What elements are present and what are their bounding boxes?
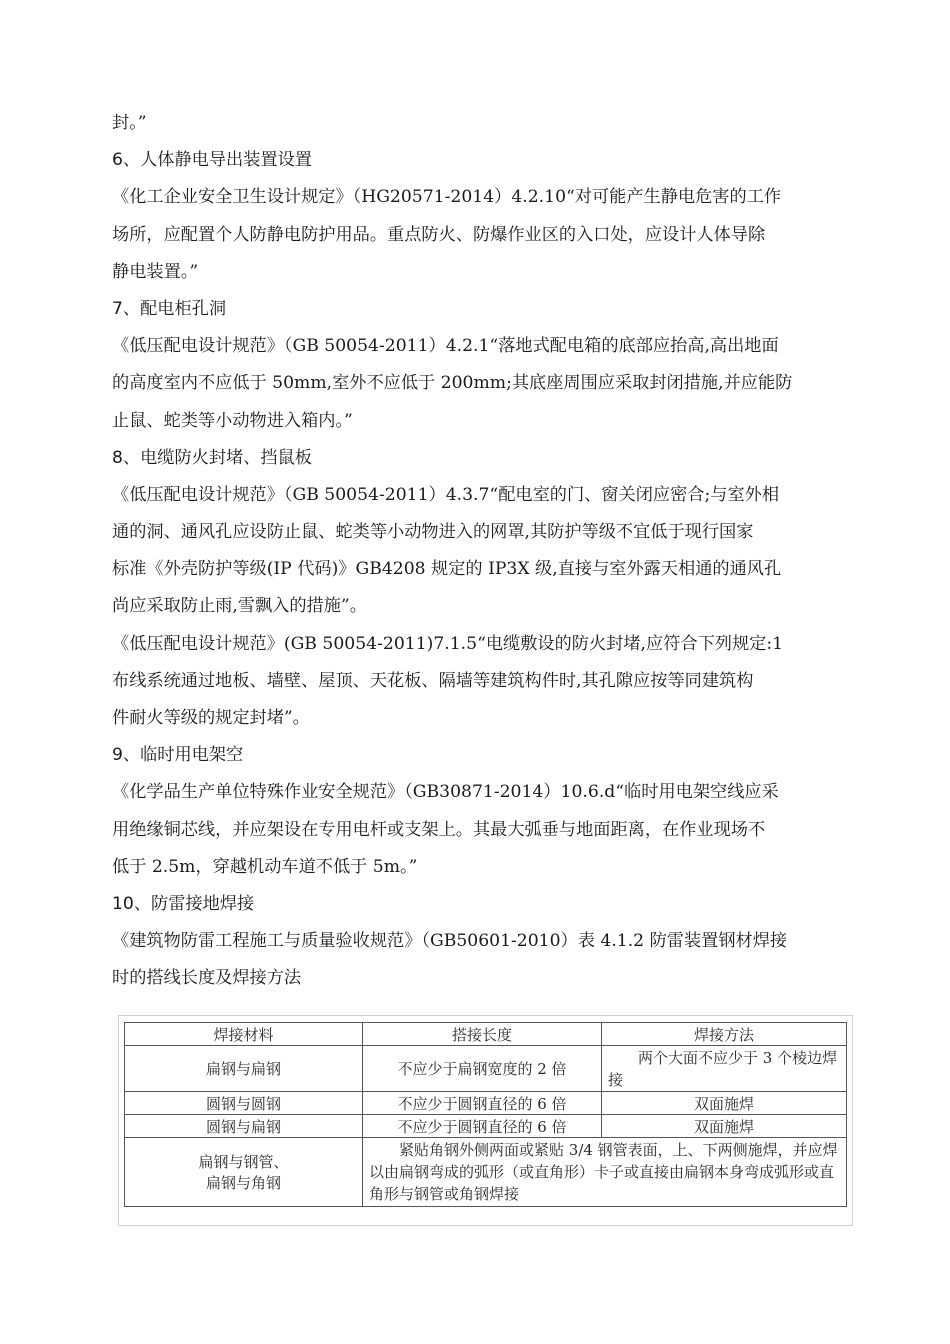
text-line: 《低压配电设计规范》（GB 50054-2011）4.3.7“配电室的门、窗关闭应密合;与室外相 (112, 484, 780, 505)
section-heading-7: 7、配电柜孔洞 (112, 298, 227, 319)
section-heading-9: 9、临时用电架空 (112, 745, 244, 766)
text-line: 止鼠、蛇类等小动物进入箱内。” (112, 410, 353, 431)
table-header-row (125, 1023, 847, 1046)
table-row (125, 1115, 847, 1138)
text-line: 《化工企业安全卫生设计规定》（HG20571-2014）4.2.10“对可能产生静电危害的工作 (112, 187, 782, 208)
cell-material: 圆钢与扁钢 (125, 1115, 363, 1138)
text-line: 低于 2.5m，穿越机动车道不低于 5m。” (112, 856, 418, 877)
cell-method: 两个大面不应少于 3 个棱边焊接 (602, 1046, 847, 1092)
welding-table-image (118, 1015, 853, 1226)
text-line: 《建筑物防雷工程施工与质量验收规范》（GB50601-2010）表 4.1.2 防雷装置钢材焊接 (112, 931, 788, 952)
text-line: 布线系统通过地板、墙壁、屋顶、天花板、隔墙等建筑构件时,其孔隙应按等同建筑构 (112, 670, 754, 691)
cell-material (125, 1138, 363, 1207)
text-line: 时的搭线长度及焊接方法 (112, 968, 302, 989)
text-line: 的高度室内不应低于 50mm,室外不应低于 200mm;其底座周围应采取封闭措施,并应能防 (112, 373, 793, 394)
cell-spanned-method: 紧贴角钢外侧两面或紧贴 3/4 钢管表面，上、下两侧施焊，并应焊以由扁钢弯成的弧形（或直角形）卡子或直接由扁钢本身弯成弧形或直角形与钢管或角钢焊接 (363, 1138, 847, 1207)
header-material: 焊接材料 (125, 1023, 363, 1046)
header-method: 焊接方法 (602, 1023, 847, 1046)
section-heading-8: 8、电缆防火封堵、挡鼠板 (112, 447, 312, 468)
cell-material: 圆钢与圆钢 (125, 1092, 363, 1115)
text-line: 封。” (112, 113, 147, 133)
text-line: 件耐火等级的规定封堵”。 (112, 708, 310, 728)
text-line: 场所，应配置个人防静电防护用品。重点防火、防爆作业区的入口处，应设计人体导除 (112, 224, 766, 245)
table-row (125, 1092, 847, 1115)
section-heading-6: 6、人体静电导出装置设置 (112, 150, 312, 171)
welding-table (124, 1022, 847, 1207)
document-body (112, 112, 840, 1005)
text-line: 标准《外壳防护等级(IP 代码)》GB4208 规定的 IP3X 级,直接与室外露天相通的通风孔 (112, 559, 782, 580)
text-line: 静电装置。” (112, 261, 199, 282)
cell-length: 不应少于扁钢宽度的 2 倍 (363, 1046, 602, 1092)
cell-method: 双面施焊 (602, 1092, 847, 1115)
cell-method: 双面施焊 (602, 1115, 847, 1138)
section-heading-10: 10、防雷接地焊接 (112, 893, 255, 914)
cell-length: 不应少于圆钢直径的 6 倍 (363, 1092, 602, 1115)
text-line: 《化学品生产单位特殊作业安全规范》（GB30871-2014）10.6.d“临时用电架空线应采 (112, 782, 779, 803)
header-length: 搭接长度 (363, 1023, 602, 1046)
cell-material-line: 扁钢与钢管、 (198, 1153, 289, 1171)
text-line: 用绝缘铜芯线，并应架设在专用电杆或支架上。其最大弧垂与地面距离，在作业现场不 (112, 819, 766, 840)
cell-material-line: 扁钢与角钢 (205, 1174, 281, 1192)
table-row (125, 1046, 847, 1092)
cell-material: 扁钢与扁钢 (125, 1046, 363, 1092)
text-line: 尚应采取防止雨,雪飘入的措施”。 (112, 596, 367, 617)
text-line: 《低压配电设计规范》(GB 50054-2011)7.1.5“电缆敷设的防火封堵,应符合下列规定:1 (112, 633, 784, 654)
table-row (125, 1138, 847, 1207)
cell-length: 不应少于圆钢直径的 6 倍 (363, 1115, 602, 1138)
text-line: 通的洞、通风孔应设防止鼠、蛇类等小动物进入的网罩,其防护等级不宜低于现行国家 (112, 522, 754, 543)
text-line: 《低压配电设计规范》（GB 50054-2011）4.2.1“落地式配电箱的底部应抬高,高出地面 (112, 336, 779, 357)
